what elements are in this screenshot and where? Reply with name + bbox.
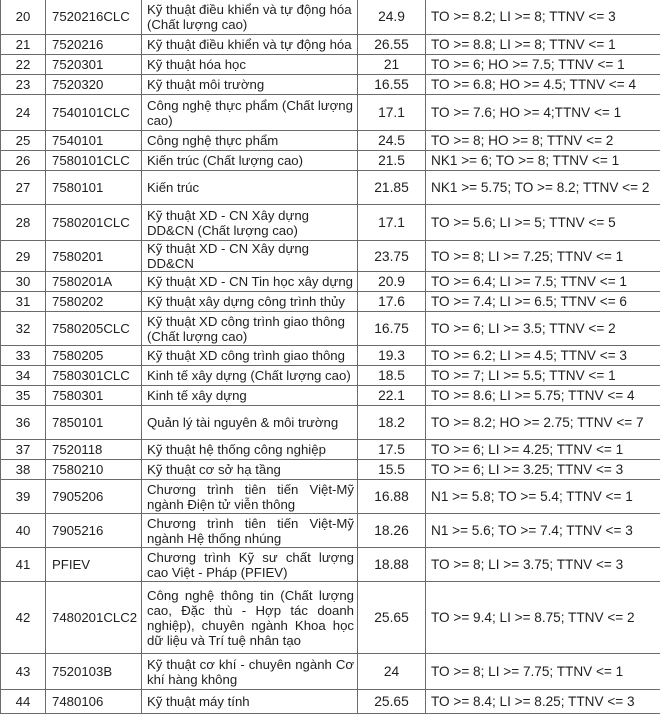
tiebreak-conditions: TO >= 8.4; LI >= 8.25; TTNV <= 3 [426, 690, 660, 714]
cutoff-score: 17.1 [358, 205, 426, 241]
major-code: 7580210 [46, 460, 142, 480]
tiebreak-conditions: TO >= 8; LI >= 3.75; TTNV <= 3 [426, 548, 660, 582]
cutoff-score: 25.65 [358, 690, 426, 714]
tiebreak-conditions: TO >= 6; LI >= 3.5; TTNV <= 2 [426, 312, 660, 346]
row-number: 35 [1, 386, 46, 406]
major-name: Kỹ thuật điều khiển và tự động hóa (Chất lượng cao) [142, 0, 358, 35]
major-name: Kỹ thuật XD công trình giao thông [142, 346, 358, 366]
row-number: 34 [1, 366, 46, 386]
cutoff-score: 24.9 [358, 0, 426, 35]
cutoff-score: 21.5 [358, 151, 426, 171]
major-name: Kỹ thuật cơ sở hạ tầng [142, 460, 358, 480]
major-name: Kỹ thuật máy tính [142, 690, 358, 714]
major-code: 7580205 [46, 346, 142, 366]
row-number: 23 [1, 75, 46, 95]
major-code: PFIEV [46, 548, 142, 582]
cutoff-score: 17.1 [358, 95, 426, 131]
table-row [1, 171, 660, 205]
major-code: 7580301 [46, 386, 142, 406]
major-name: Chương trình tiên tiến Việt-Mỹ ngành Hệ thống nhúng [142, 514, 358, 548]
row-number: 33 [1, 346, 46, 366]
table-row [1, 55, 660, 75]
major-code: 7520320 [46, 75, 142, 95]
row-number: 32 [1, 312, 46, 346]
major-code: 7580101CLC [46, 151, 142, 171]
tiebreak-conditions: TO >= 8.6; LI >= 5.75; TTNV <= 4 [426, 386, 660, 406]
cutoff-score: 26.55 [358, 35, 426, 55]
row-number: 31 [1, 292, 46, 312]
major-name: Kiến trúc (Chất lượng cao) [142, 151, 358, 171]
table-row [1, 205, 660, 241]
tiebreak-conditions: TO >= 5.6; LI >= 5; TTNV <= 5 [426, 205, 660, 241]
major-code: 7520216CLC [46, 0, 142, 35]
row-number: 24 [1, 95, 46, 131]
tiebreak-conditions: TO >= 6.2; LI >= 4.5; TTNV <= 3 [426, 346, 660, 366]
row-number: 40 [1, 514, 46, 548]
cutoff-score: 17.6 [358, 292, 426, 312]
row-number: 43 [1, 654, 46, 690]
major-name: Quản lý tài nguyên & môi trường [142, 406, 358, 440]
table-row [1, 346, 660, 366]
table-body [1, 0, 660, 714]
cutoff-score: 24.5 [358, 131, 426, 151]
row-number: 28 [1, 205, 46, 241]
tiebreak-conditions: TO >= 8.2; HO >= 2.75; TTNV <= 7 [426, 406, 660, 440]
major-name: Kỹ thuật hóa học [142, 55, 358, 75]
major-code: 7520301 [46, 55, 142, 75]
table-row [1, 480, 660, 514]
major-code: 7540101 [46, 131, 142, 151]
table-row [1, 292, 660, 312]
table-row [1, 0, 660, 35]
cutoff-score: 20.9 [358, 272, 426, 292]
major-name: Kỹ thuật XD - CN Tin học xây dựng [142, 272, 358, 292]
major-name: Kỹ thuật xây dựng công trình thủy [142, 292, 358, 312]
major-code: 7580201A [46, 272, 142, 292]
tiebreak-conditions: TO >= 7; LI >= 5.5; TTNV <= 1 [426, 366, 660, 386]
tiebreak-conditions: TO >= 6.4; LI >= 7.5; TTNV <= 1 [426, 272, 660, 292]
row-number: 29 [1, 241, 46, 272]
major-code: 7540101CLC [46, 95, 142, 131]
cutoff-score: 19.3 [358, 346, 426, 366]
row-number: 38 [1, 460, 46, 480]
row-number: 37 [1, 440, 46, 460]
table-row [1, 514, 660, 548]
tiebreak-conditions: TO >= 8; LI >= 7.75; TTNV <= 1 [426, 654, 660, 690]
row-number: 30 [1, 272, 46, 292]
major-name: Công nghệ thực phẩm (Chất lượng cao) [142, 95, 358, 131]
major-name: Kinh tế xây dựng (Chất lượng cao) [142, 366, 358, 386]
table-row [1, 272, 660, 292]
cutoff-score: 23.75 [358, 241, 426, 272]
row-number: 39 [1, 480, 46, 514]
major-name: Kinh tế xây dựng [142, 386, 358, 406]
cutoff-score: 17.5 [358, 440, 426, 460]
row-number: 44 [1, 690, 46, 714]
major-name: Kỹ thuật hệ thống công nghiệp [142, 440, 358, 460]
major-name: Kỹ thuật điều khiển và tự động hóa [142, 35, 358, 55]
major-code: 7580202 [46, 292, 142, 312]
row-number: 27 [1, 171, 46, 205]
cutoff-score: 25.65 [358, 582, 426, 654]
table-row [1, 131, 660, 151]
row-number: 26 [1, 151, 46, 171]
table-row [1, 406, 660, 440]
major-code: 7580205CLC [46, 312, 142, 346]
tiebreak-conditions: TO >= 8; LI >= 7.25; TTNV <= 1 [426, 241, 660, 272]
major-name: Công nghệ thực phẩm [142, 131, 358, 151]
tiebreak-conditions: N1 >= 5.6; TO >= 7.4; TTNV <= 3 [426, 514, 660, 548]
row-number: 22 [1, 55, 46, 75]
major-name: Công nghệ thông tin (Chất lượng cao, Đặc thù - Hợp tác doanh nghiệp), chuyên ngành Khoa học dữ liệu và Trí tuệ nhân tạo [142, 582, 358, 654]
major-code: 7480106 [46, 690, 142, 714]
major-name: Kỹ thuật môi trường [142, 75, 358, 95]
cutoff-score: 16.75 [358, 312, 426, 346]
major-code: 7850101 [46, 406, 142, 440]
cutoff-score: 18.26 [358, 514, 426, 548]
major-code: 7580201CLC [46, 205, 142, 241]
major-name: Kỹ thuật XD công trình giao thông (Chất lượng cao) [142, 312, 358, 346]
table-row [1, 582, 660, 654]
tiebreak-conditions: NK1 >= 5.75; TO >= 8.2; TTNV <= 2 [426, 171, 660, 205]
cutoff-score: 16.55 [358, 75, 426, 95]
cutoff-score: 24 [358, 654, 426, 690]
major-name: Chương trình tiên tiến Việt-Mỹ ngành Điện tử viễn thông [142, 480, 358, 514]
major-code: 7580201 [46, 241, 142, 272]
tiebreak-conditions: TO >= 8; HO >= 8; TTNV <= 2 [426, 131, 660, 151]
cutoff-score: 16.88 [358, 480, 426, 514]
table-row [1, 75, 660, 95]
tiebreak-conditions: NK1 >= 6; TO >= 8; TTNV <= 1 [426, 151, 660, 171]
tiebreak-conditions: TO >= 7.6; HO >= 4;TTNV <= 1 [426, 95, 660, 131]
major-name: Kỹ thuật XD - CN Xây dựng DD&CN (Chất lượng cao) [142, 205, 358, 241]
major-code: 7520103B [46, 654, 142, 690]
tiebreak-conditions: TO >= 9.4; LI >= 8.75; TTNV <= 2 [426, 582, 660, 654]
table-row [1, 690, 660, 714]
major-name: Chương trình Kỹ sư chất lượng cao Việt - Pháp (PFIEV) [142, 548, 358, 582]
cutoff-score: 21 [358, 55, 426, 75]
cutoff-score: 18.2 [358, 406, 426, 440]
major-code: 7520216 [46, 35, 142, 55]
major-name: Kỹ thuật XD - CN Xây dựng DD&CN [142, 241, 358, 272]
major-code: 7580101 [46, 171, 142, 205]
cutoff-score: 22.1 [358, 386, 426, 406]
table-row [1, 151, 660, 171]
cutoff-score: 21.85 [358, 171, 426, 205]
table-row [1, 241, 660, 272]
tiebreak-conditions: TO >= 6; LI >= 3.25; TTNV <= 3 [426, 460, 660, 480]
table-row [1, 440, 660, 460]
major-code: 7905206 [46, 480, 142, 514]
major-code: 7580301CLC [46, 366, 142, 386]
cutoff-score: 18.88 [358, 548, 426, 582]
table-row [1, 95, 660, 131]
tiebreak-conditions: TO >= 6; LI >= 4.25; TTNV <= 1 [426, 440, 660, 460]
major-name: Kiến trúc [142, 171, 358, 205]
table-row [1, 386, 660, 406]
row-number: 25 [1, 131, 46, 151]
tiebreak-conditions: N1 >= 5.8; TO >= 5.4; TTNV <= 1 [426, 480, 660, 514]
tiebreak-conditions: TO >= 6; HO >= 7.5; TTNV <= 1 [426, 55, 660, 75]
tiebreak-conditions: TO >= 6.8; HO >= 4.5; TTNV <= 4 [426, 75, 660, 95]
table-row [1, 654, 660, 690]
tiebreak-conditions: TO >= 8.2; LI >= 8; TTNV <= 3 [426, 0, 660, 35]
table-row [1, 366, 660, 386]
row-number: 41 [1, 548, 46, 582]
major-name: Kỹ thuật cơ khí - chuyên ngành Cơ khí hàng không [142, 654, 358, 690]
major-code: 7480201CLC2 [46, 582, 142, 654]
major-code: 7520118 [46, 440, 142, 460]
row-number: 42 [1, 582, 46, 654]
tiebreak-conditions: TO >= 7.4; LI >= 6.5; TTNV <= 6 [426, 292, 660, 312]
tiebreak-conditions: TO >= 8.8; LI >= 8; TTNV <= 1 [426, 35, 660, 55]
table-row [1, 312, 660, 346]
cutoff-score: 18.5 [358, 366, 426, 386]
major-code: 7905216 [46, 514, 142, 548]
table-row [1, 548, 660, 582]
table-row [1, 460, 660, 480]
row-number: 21 [1, 35, 46, 55]
row-number: 36 [1, 406, 46, 440]
cutoff-score: 15.5 [358, 460, 426, 480]
row-number: 20 [1, 0, 46, 35]
table-row [1, 35, 660, 55]
